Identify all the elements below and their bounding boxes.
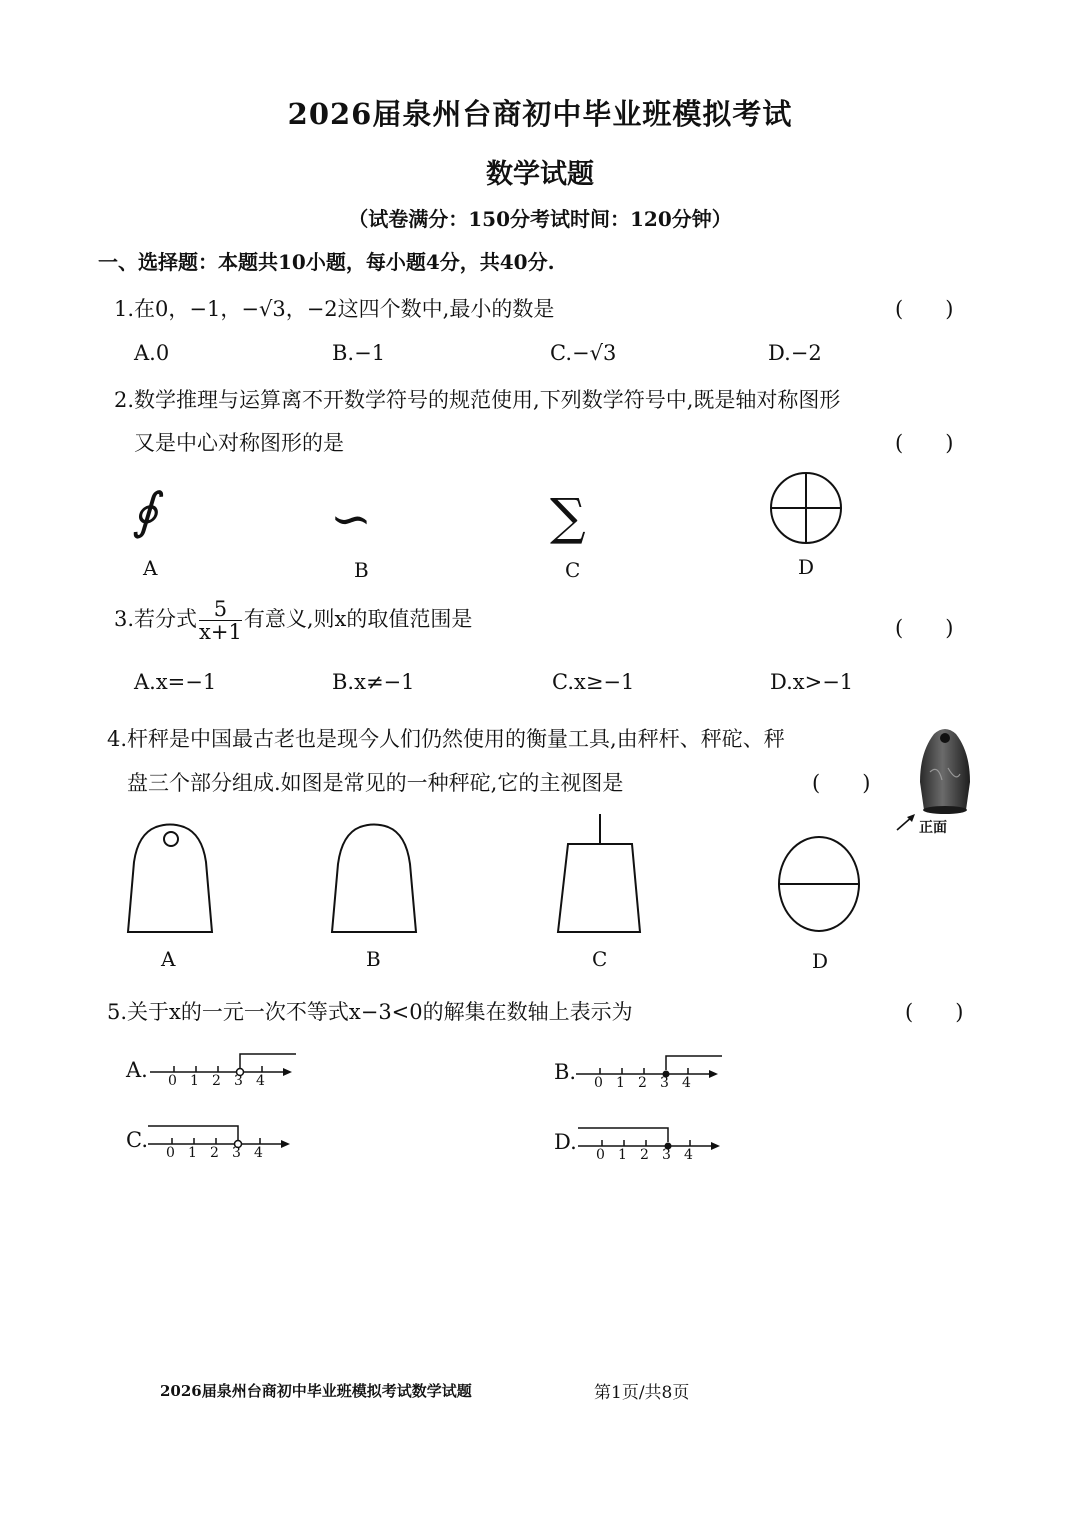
exam-subject: 数学试题	[486, 159, 594, 190]
tick-label: 2	[210, 1145, 219, 1161]
q3-answer-paren: ( )	[895, 616, 954, 640]
q3-fraction	[199, 598, 242, 643]
tick-label: 0	[168, 1073, 177, 1089]
q3-stem-post: 有意义,则x的取值范围是	[243, 607, 473, 631]
q5-option-a: A.	[126, 1058, 148, 1082]
tick-label: 1	[188, 1145, 197, 1161]
q1-option-c: C.−√3	[550, 341, 617, 365]
section-heading: 一、选择题：本题共10小题，每小题4分，共40分.	[98, 250, 555, 274]
exam-title: 2026届泉州台商初中毕业班模拟考试	[287, 97, 793, 131]
q4-answer-paren: ( )	[812, 771, 871, 795]
q3-fraction-numerator: 5	[199, 598, 242, 621]
tick-label: 3	[662, 1147, 671, 1163]
q5-option-c: C.	[126, 1128, 148, 1152]
q4-label-b: B	[366, 947, 381, 971]
exam-meta: （试卷满分：150分考试时间：120分钟）	[348, 207, 732, 231]
q2-label-a: A	[143, 556, 158, 580]
tick-label: 2	[640, 1147, 649, 1163]
q1-option-d: D.−2	[768, 341, 822, 365]
tick-label: 0	[166, 1145, 175, 1161]
q1-option-b: B.−1	[332, 341, 386, 365]
q2-stem-line2: 又是中心对称图形的是	[134, 431, 344, 455]
tick-label: 2	[638, 1075, 647, 1091]
circle-cross-symbol	[768, 470, 844, 546]
q2-label-d: D	[798, 555, 815, 579]
q5-stem: 5.关于x的一元一次不等式x−3<0的解集在数轴上表示为	[107, 1000, 633, 1024]
tick-label: 4	[254, 1145, 263, 1161]
q4-label-c: C	[592, 947, 608, 971]
q3-option-a: A.x=−1	[134, 670, 217, 694]
q1-answer-paren: ( )	[895, 297, 954, 321]
q5-option-d: D.	[554, 1130, 577, 1154]
q2-answer-paren: ( )	[895, 431, 954, 455]
tick-label: 0	[594, 1075, 603, 1091]
tick-label: 1	[190, 1073, 199, 1089]
tick-label: 3	[660, 1075, 669, 1091]
tick-label: 4	[256, 1073, 265, 1089]
q3-option-c: C.x≥−1	[552, 670, 635, 694]
q4-stem-line1: 4.杆秤是中国最古老也是现今人们仍然使用的衡量工具,由秤杆、秤砣、秤	[107, 727, 785, 751]
photo-caption-front: 正面	[919, 820, 947, 836]
q5-option-b: B.	[554, 1060, 577, 1084]
q4-figure-d	[776, 834, 862, 934]
q4-label-a: A	[161, 947, 176, 971]
tick-label: 3	[234, 1073, 243, 1089]
q3-stem	[114, 597, 472, 643]
q3-option-b: B.x≠−1	[332, 670, 415, 694]
q4-label-d: D	[812, 949, 829, 973]
q2-label-c: C	[565, 558, 581, 582]
tick-label: 4	[684, 1147, 693, 1163]
tick-label: 2	[212, 1073, 221, 1089]
q5-answer-paren: ( )	[905, 1000, 964, 1024]
footer-page-number: 第1页/共8页	[594, 1383, 690, 1403]
q3-option-d: D.x>−1	[770, 670, 854, 694]
q2-stem-line1: 2.数学推理与运算离不开数学符号的规范使用,下列数学符号中,既是轴对称图形	[114, 388, 841, 412]
q3-stem-pre: 3.若分式	[114, 607, 198, 631]
q4-figure-b	[328, 822, 420, 936]
steelyard-weight-photo	[912, 722, 978, 814]
q4-figure-a	[124, 822, 216, 936]
similar-symbol: ∽	[330, 490, 372, 548]
tick-label: 0	[596, 1147, 605, 1163]
q3-fraction-denominator: x+1	[199, 620, 242, 644]
sigma-symbol: ∑	[550, 488, 586, 546]
q4-stem-line2: 盘三个部分组成.如图是常见的一种秤砣,它的主视图是	[127, 771, 624, 795]
q2-label-b: B	[354, 558, 369, 582]
tick-label: 1	[618, 1147, 627, 1163]
tick-label: 4	[682, 1075, 691, 1091]
tick-label: 1	[616, 1075, 625, 1091]
footer-title: 2026届泉州台商初中毕业班模拟考试数学试题	[160, 1382, 472, 1400]
tick-label: 3	[232, 1145, 241, 1161]
q4-figure-c	[552, 812, 648, 936]
q1-option-a: A.0	[134, 341, 170, 365]
contour-integral-symbol: ∮	[132, 482, 159, 540]
q1-stem: 1.在0，−1，−√3，−2这四个数中,最小的数是	[114, 297, 555, 321]
